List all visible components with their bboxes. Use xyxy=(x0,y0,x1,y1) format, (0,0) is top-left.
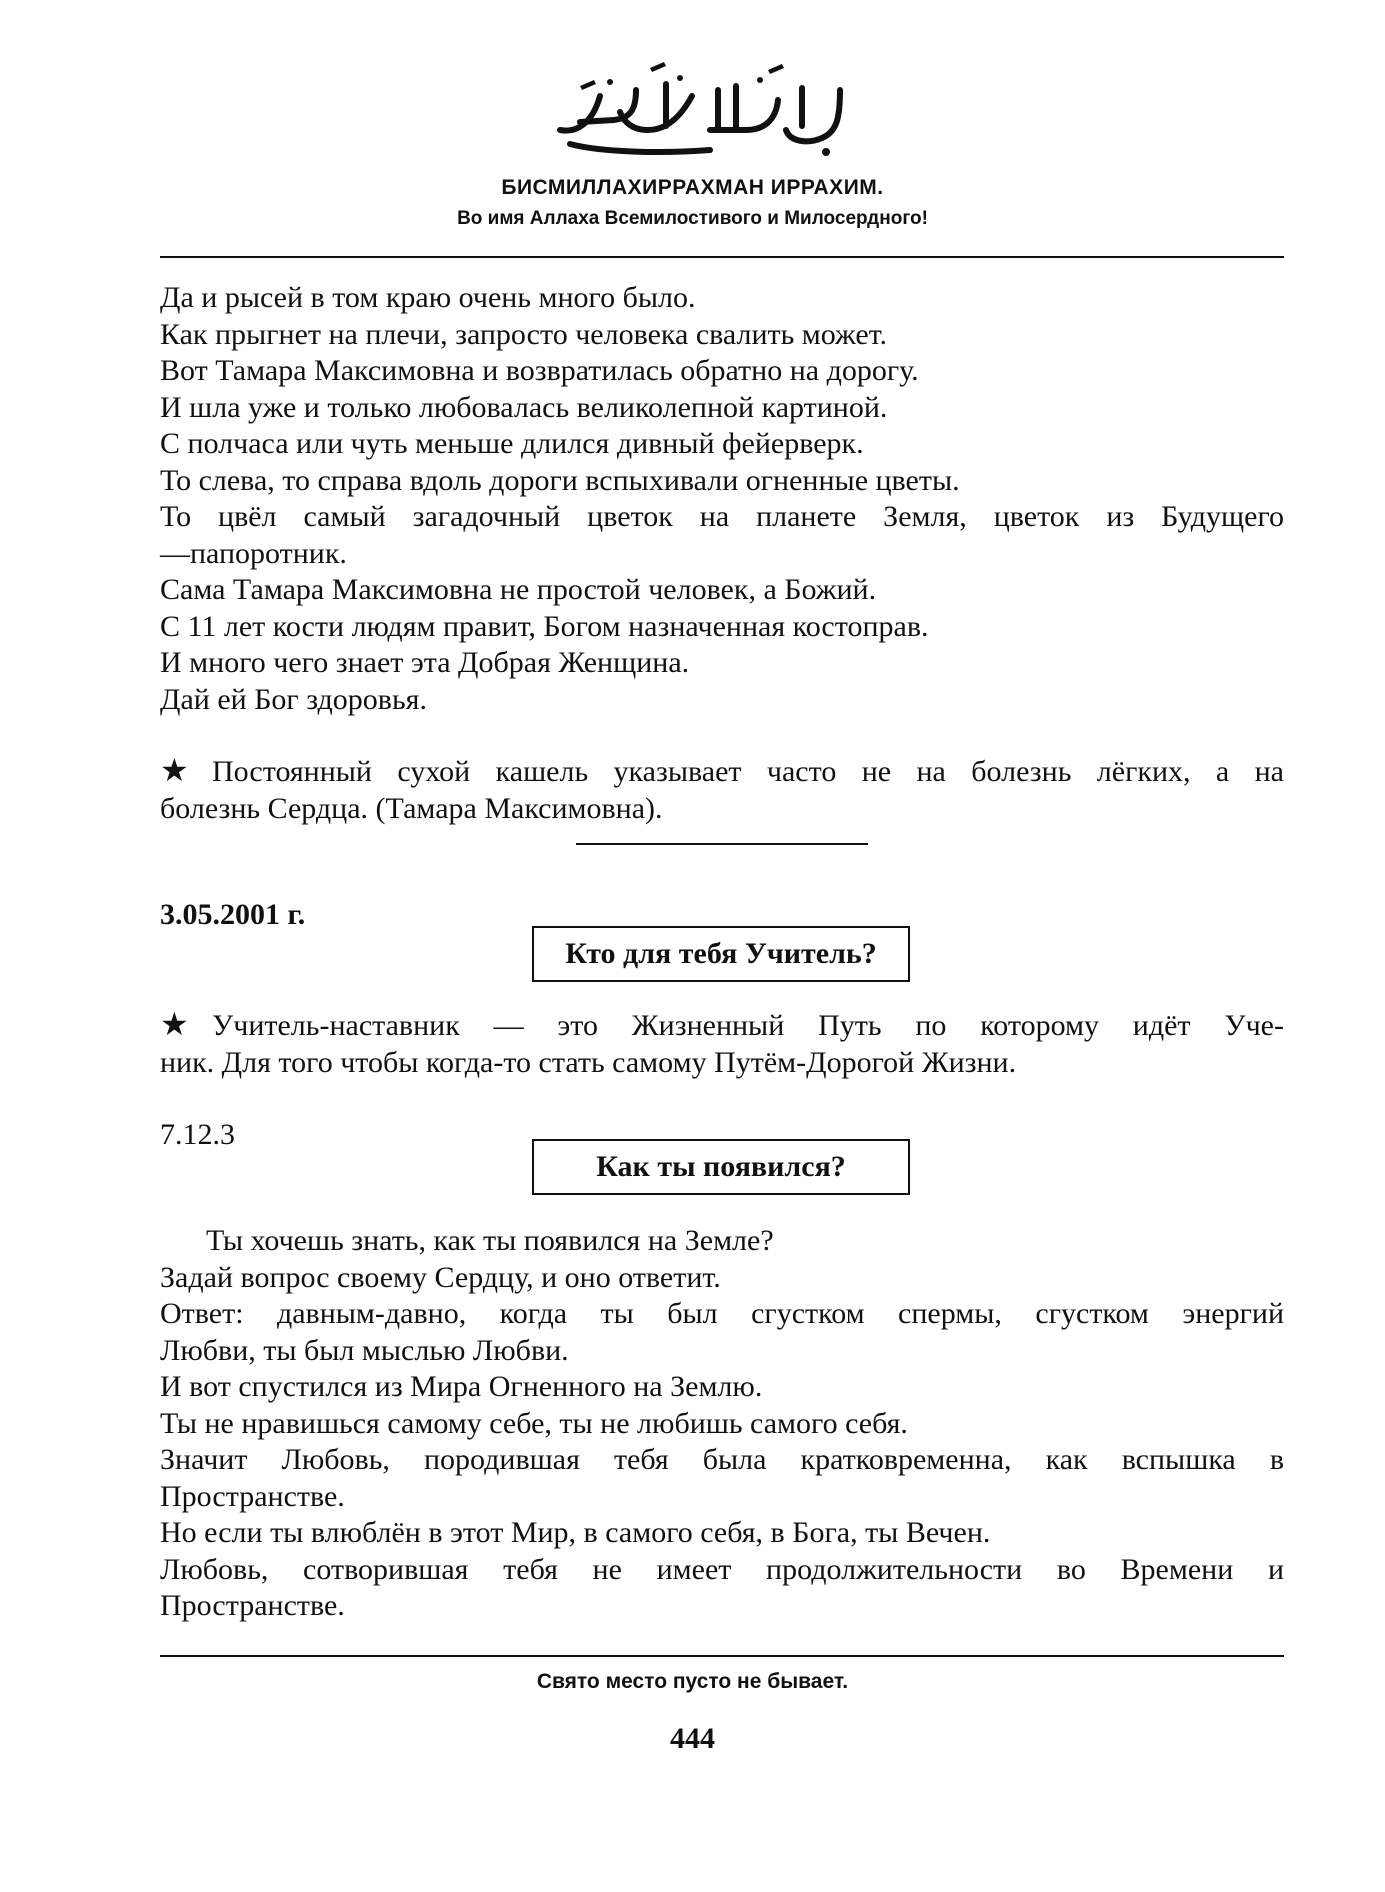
text-line: Дай ей Бог здоровья. xyxy=(160,682,427,716)
text-line: болезнь Сердца. (Тамара Максимовна). xyxy=(160,791,663,825)
text-line: И вот спустился из Мира Огненного на Землю. xyxy=(160,1370,763,1403)
text-line: Сама Тамара Максимовна не простой человек, а Божий. xyxy=(160,573,877,606)
text-line: Значит Любовь, породившая тебя была кратковременна, как вспышка в xyxy=(160,1443,1284,1476)
text-line: Любовь, сотворившая тебя не имеет продолжительности во Времени и xyxy=(160,1552,1284,1586)
text-line: Пространстве. xyxy=(160,1479,345,1513)
header-divider xyxy=(160,256,1284,258)
section-date: 3.05.2001 г. xyxy=(160,898,306,931)
text-line: Но если ты влюблён в этот Мир, в самого себя, в Бога, ты Вечен. xyxy=(160,1516,991,1549)
text-line: ★ Учитель-наставник — это Жизненный Путь по которому идёт Уче- xyxy=(160,1006,1284,1042)
footer-proverb: Свято место пусто не бывает. xyxy=(536,1670,849,1693)
text-line: Да и рысей в том краю очень много было. xyxy=(160,281,696,314)
teacher-paragraph xyxy=(160,1006,1284,1081)
passage-lynx-fern xyxy=(160,280,1284,718)
text-line: То слева, то справа вдоль дороги вспыхивали огненные цветы. xyxy=(160,463,960,497)
page-number: 444 xyxy=(670,1722,715,1755)
text-line: ★ Постоянный сухой кашель указывает часто не на болезнь лёгких, а на xyxy=(160,752,1284,788)
text-line: —папоротник. xyxy=(160,536,347,570)
section-title-box: Как ты появился? xyxy=(532,1139,910,1195)
text-line: То цвёл самый загадочный цветок на планете Земля, цветок из Будущего xyxy=(160,500,1284,533)
text-line: Вот Тамара Максимовна и возвратилась обратно на дорогу. xyxy=(160,354,919,387)
header-subtitle: Во имя Аллаха Всемилостивого и Милосердного! xyxy=(457,208,928,229)
text-line: И шла уже и только любовалась великолепной картиной. xyxy=(160,390,888,424)
footer-divider xyxy=(160,1655,1284,1657)
section-title-box: Кто для тебя Учитель? xyxy=(532,926,910,982)
text-line: И много чего знает эта Добрая Женщина. xyxy=(160,646,690,679)
star-icon: ★ xyxy=(160,752,189,788)
text-line: Ты не нравишься самому себе, ты не любишь самого себя. xyxy=(160,1406,908,1440)
text-line: Пространстве. xyxy=(160,1589,345,1622)
text-line: Задай вопрос своему Сердцу, и оно ответит. xyxy=(160,1260,721,1294)
header-title: БИСМИЛЛАХИРРАХМАН ИРРАХИМ. xyxy=(501,176,884,199)
section-date: 7.12.3 xyxy=(160,1118,235,1151)
arabic-basmala-calligraphy-icon xyxy=(540,60,860,160)
note-cough-heart xyxy=(160,752,1284,827)
appearance-passage xyxy=(160,1223,1284,1625)
text-line: Ответ: давным-давно, когда ты был сгустком спермы, сгустком энергий xyxy=(160,1297,1284,1330)
text-line: С 11 лет кости людям правит, Богом назначенная костоправ. xyxy=(160,609,929,643)
text-line: Ты хочешь знать, как ты появился на Земле? xyxy=(206,1224,774,1257)
text-line: С полчаса или чуть меньше длился дивный фейерверк. xyxy=(160,427,864,460)
text-line: Как прыгнет на плечи, запросто человека свалить может. xyxy=(160,317,888,351)
section-divider xyxy=(576,843,868,845)
text-line: ник. Для того чтобы когда-то стать самому Путём-Дорогой Жизни. xyxy=(160,1045,1017,1079)
text-line: Любви, ты был мыслью Любви. xyxy=(160,1333,569,1367)
star-icon: ★ xyxy=(160,1006,189,1042)
